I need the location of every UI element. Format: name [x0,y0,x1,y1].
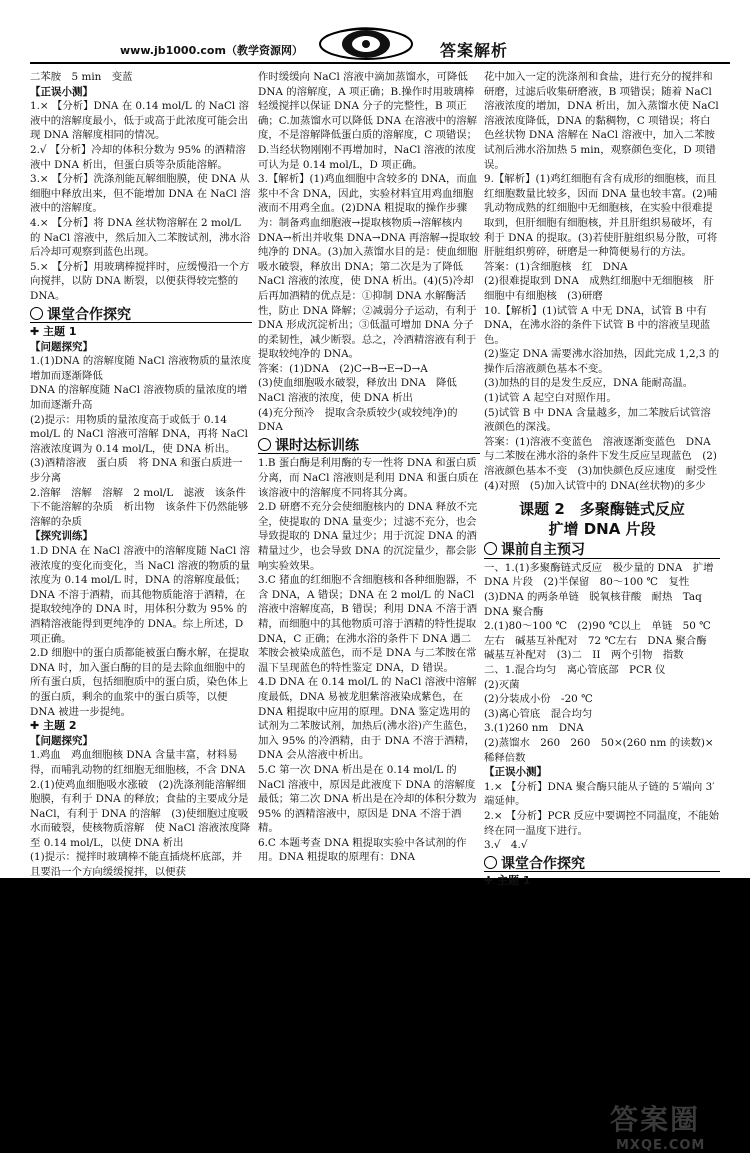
watermark-domain: MXQE.COM [616,1138,706,1153]
lightbulb-icon [258,438,271,451]
answer-item: 1.(1)DNA 的溶解度随 NaCl 溶液物质的量浓度增加而逐渐降低 [30,355,252,382]
answer-item: 一、1.(1)多聚酶链式反应 极少量的 DNA 扩增 DNA 片段 (2)半保留 80～100 ℃ 复性 (3)DNA 的两条单链 脱氧核苷酸 耐热 Taq DNA 聚合酶 [484,561,714,618]
column-1 [30,70,252,880]
lightbulb-icon [484,856,497,869]
answer-item: 5.C 第一次 DNA 析出是在 0.14 mol/L 的 NaCl 溶液中，原因是此液度下 DNA 的溶解度最低；第二次 DNA 析出是在冷却的体积分数为 95% 的酒精溶液中，原因是 DNA 不溶于酒精。 [258,763,477,835]
column-2 [258,70,480,865]
section-label-training: 【探究训练】 [30,530,93,543]
answer-line: (3)使血细胞吸水破裂，释放出 DNA 降低 NaCl 溶液的浓度，使 DNA 析出 [258,377,457,405]
answer-line: (3)离心管底 混合均匀 [484,707,593,720]
heading-text: 课堂合作探究 [501,855,585,872]
watermark [610,1098,705,1153]
header-title: 答案解析 [440,41,509,60]
answer-item: 3.C 猪血的红细胞不含细胞核和各种细胞器，不含 DNA，A 错误；DNA 在 2 mol/L 的 NaCl 溶液中溶解度高，B 错误；利用 DNA 不溶于酒精，而细胞中的其他物质可溶于酒精的特性提取 DNA，C 正确；在沸水浴的条件下 DNA 遇二苯胺会被染成蓝色，而不是 DNA 与二苯胺在常温下呈现蓝色的特性鉴定 DNA，D 错误。 [258,574,478,674]
heading-text: 课前自主预习 [501,542,585,559]
answer-item: 4.× 【分析】将 DNA 丝状物溶解在 2 mol/L 的 NaCl 溶液中，然后加入二苯胺试剂，沸水浴后冷却可观察到蓝色出现。 [30,216,251,259]
section-label-inquiry: 【问题探究】 [30,340,93,353]
lightbulb-icon [484,542,497,555]
answer-item: 1.B 蛋白酶是利用酶的专一性将 DNA 和蛋白质分离，而 NaCl 溶液则是利用 DNA 和蛋白质在该溶液中的溶解度不同将其分离。 [258,457,479,499]
answer-item: 10.【解析】(1)试管 A 中无 DNA，试管 B 中有 DNA，在沸水浴的条件下试管 B 中的溶液呈现蓝色。 [484,304,711,346]
answer-line: (2)鉴定 DNA 需要沸水浴加热，因此完成 1,2,3 的操作后溶液颜色基本不变。 [484,348,720,375]
lesson-title [484,499,720,539]
header-rule [30,62,730,64]
answer-item: 1.× 【分析】DNA 在 0.14 mol/L 的 NaCl 溶液中的溶解度最小，低于或高于此浓度可能会出现 DNA 溶解度相同的情况。 [30,100,249,142]
topic-heading: ✚ 主题 1 [30,325,77,339]
section-heading-classroom [484,856,720,873]
answer-item: 1.D DNA 在 NaCl 溶液中的溶解度随 NaCl 溶液浓度的变化而变化，当 NaCl 溶液的物质的量浓度为 0.14 mol/L 时，DNA 的溶解度最低；DNA 不溶于酒精，而其他物质能溶于酒精，在提取较纯净的 DNA 时，用体积分数为 95% 的酒精溶液能得到更纯净的 DNA。综上所述，D 项正确。 [30,545,251,645]
page-header [0,0,750,64]
answer-item: 3.【解析】(1)鸡血细胞中含较多的 DNA，而血浆中不含 DNA，因此，实验材料宜用鸡血细胞液而不用鸡全血。(2)DNA 粗提取的操作步骤为：制备鸡血细胞液→提取核物质→溶解核内 DNA→析出并收集 DNA→DNA 再溶解→提取较纯净的 DNA。(3)加入蒸馏水目的是：使血细胞吸水破裂，释放出 DNA；第二次是为了降低 NaCl 溶液的浓度，使 DNA 析出。(4)(5)冷却后再加酒精的优点是：①抑制 DNA 水解酶活性，防止 DNA 降解；②减弱分子运动，有利于 DNA 形成沉淀析出；③低温可增加 DNA 分子的柔韧性，减少断裂。总之，冷酒精溶液有利于提取较纯净的 DNA。 [258,173,480,361]
answer-item: 5.× 【分析】用玻璃棒搅拌时，应缓慢沿一个方向搅拌，以防 DNA 断裂，以便获得较完整的 DNA。 [30,260,250,302]
answer-item: 花中加入一定的洗涤剂和食盐，进行充分的搅拌和研磨，过滤后收集研磨液，B 项错误；随着 NaCl 溶液浓度的增加，DNA 析出，加入蒸馏水使 NaCl 溶液浓度降低，DNA 的黏稠物，C 项错误；将白色丝状物 DNA 溶解在 NaCl 溶液中，加入二苯胺试剂后沸水浴加热 5 min，观察颜色变化，D 项错误。 [484,71,719,171]
answer-line: 3.√ 4.√ [484,839,528,852]
answer-line: (2)分装成小份 -20 ℃ [484,693,593,706]
answer-line: (2)灭菌 [484,678,520,691]
site-url[interactable]: www.jb1000.com（教学资源网） [120,44,303,57]
topic-heading: ✚ 主题 2 [30,719,77,733]
answer-item: 1.× 【分析】DNA 聚合酶只能从子链的 5′端向 3′端延伸。 [484,780,715,808]
answer-item: 9.【解析】(1)鸡红细胞有含有成形的细胞核，而且红细胞数量比较多，因而 DNA 量也较丰富。(2)哺乳动物成熟的红细胞中无细胞核，在实验中很难提取到，但肝细胞有细胞核，并且肝组织易破坏，有利于 DNA 的提取。(3)若使肝脏组织易分散，可将肝脏组织剪碎，研磨是一种简便易行的方法。 [484,173,718,259]
section-heading-exercise [258,438,480,455]
answer-line: (4)充分预冷 提取含杂质较少(或较纯净)的 DNA [258,406,458,434]
lightbulb-icon [30,307,43,320]
answer-item: DNA 的溶解度随 NaCl 溶液物质的量浓度的增加而逐渐升高 [30,384,248,412]
answer-item: (1)提示：搅拌时玻璃棒不能直插烧杯底部，并且要沿一个方向缓缓搅拌，以便获 [30,851,243,879]
answer-item: 2.D 细胞中的蛋白质都能被蛋白酶水解，在提取 DNA 时，加入蛋白酶的目的是去除血细胞中的所有蛋白质，包括细胞质中的蛋白质，染色体上的蛋白质，剩余的血浆中的蛋白质等，以便 DNA 被进一步提纯。 [30,647,249,718]
answer-line: (3)加热的目的是发生反应，DNA 能耐高温。 [484,377,694,390]
section-label-inquiry: 【问题探究】 [30,734,93,747]
text-line: 二苯胺 5 min 变蓝 [30,71,133,83]
section-heading-classroom [30,307,252,324]
answer-item: (2)提示：用物质的量浓度高于或低于 0.14 mol/L 的 NaCl 溶液可溶解 DNA，再将 NaCl 溶液浓度调为 0.14 mol/L，使 DNA 析出。 [30,413,248,455]
answer-line: 3.(1)260 nm DNA [484,722,584,735]
answer-item: 2.(1)使鸡血细胞吸水涨破 (2)洗涤剂能溶解细胞膜，有利于 DNA 的释放；食盐的主要成分是 NaCl，有利于 DNA 的溶解 (3)使细胞过度吸水而破裂，使核物质溶解 使 NaCl 溶液浓度降至 0.14 mol/L，以使 DNA 析出 [30,778,251,849]
answer-line: 答案：(1)DNA (2)C→B→E→D→A [258,362,428,375]
lesson-title-line-1: 课题 2 多聚酶链式反应 [519,500,685,519]
answer-item: 2.(1)80～100 ℃ (2)90 ℃以上 单链 50 ℃左右 碱基互补配对 72 ℃左右 DNA 聚合酶 碱基互补配对 (3)二 II 两个引物 指数 [484,620,718,662]
answer-item: 1.鸡血 鸡血细胞核 DNA 含量丰富，材料易得，而哺乳动物的红细胞无细胞核，不含 DNA [30,749,246,776]
answer-line: 答案：(1)含细胞核 红 DNA [484,260,628,273]
answer-item: 2.溶解 溶解 溶解 2 mol/L 滤液 该条件下不能溶解的杂质 析出物 该条件下仍然能够溶解的杂质 [30,486,249,528]
answer-line: (2)很难提取到 DNA 成熟红细胞中无细胞核 肝细胞中有细胞核 (3)研磨 [484,275,714,302]
answer-item: (3)酒精溶液 蛋白质 将 DNA 和蛋白质进一步分离 [30,457,243,485]
answer-line: (1)试管 A 起空白对照作用。 [484,392,617,405]
lesson-title-line-2: 扩增 DNA 片段 [548,520,656,539]
answer-item: 3.× 【分析】洗涤剂能瓦解细胞膜，使 DNA 从细胞中释放出来，但不能增加 DNA 在 NaCl 溶液中的溶解度。 [30,173,251,215]
column-3 [484,70,728,889]
answer-item: 4.D DNA 在 0.14 mol/L 的 NaCl 溶液中溶解度最低，DNA 易被龙胆紫溶液染成紫色，在 DNA 粗提取中应用的原理。DNA 鉴定选用的试剂为二苯胺试剂，加热后(沸水浴)产生蓝色，加入 95% 的冷酒精，由于 DNA 不溶于酒精，DNA 会从溶液中析出。 [258,676,477,762]
answer-item: 2.D 研磨不充分会使细胞核内的 DNA 释放不完全，使提取的 DNA 量变少；过滤不充分，也会导致提取的 DNA 量过少；用于沉淀 DNA 的酒精量过少，也会导致 DNA 的沉淀量少，都会影响实验效果。 [258,501,478,572]
answer-item: 2.× 【分析】PCR 反应中要调控不同温度，不能始终在同一温度下进行。 [484,809,720,837]
answer-item: 作时缓缓向 NaCl 溶液中滴加蒸馏水，可降低 DNA 的溶解度，A 项正确；B.操作时用玻璃棒轻缓搅拌以保证 DNA 分子的完整性，B 项正确；C.加蒸馏水可以降低 DNA 在溶液中的溶解度，不是溶解降低蛋白质的溶解度，C 项错误；D.当经状物刚刚不再增加时，NaCl 溶液的浓度可认为是 0.14 mol/L，D 项正确。 [258,71,478,171]
answer-item: 2.√ 【分析】冷却的体积分数为 95% 的酒精溶液中 DNA 析出，但蛋白质等杂质能溶解。 [30,143,246,171]
section-label-quiz: 【正误小测】 [30,85,93,98]
section-heading-preview [484,542,720,559]
heading-text: 课堂合作探究 [47,306,131,323]
section-label-quiz: 【正误小测】 [484,766,547,779]
publisher-logo-icon [318,22,414,62]
answer-line: (2)蒸馏水 260 260 50×(260 nm 的读数)×稀释倍数 [484,736,714,764]
topic-heading: ✚ 主题 1 [484,874,531,888]
watermark-logo-text: 答案圈 [610,1103,701,1136]
answer-line: 答案：(1)溶液不变蓝色 溶液逐渐变蓝色 DNA 与二苯胺在沸水浴的条件下发生反应呈现蓝色 (2)溶液颜色基本不变 (3)加快颜色反应速度 耐受性 (4)对照 (5)加入试管中的 DNA(丝状物)的多少 [484,435,728,492]
answer-line: (5)试管 B 中 DNA 含量越多，加二苯胺后试管溶液颜色的深浅。 [484,406,711,434]
answer-item: 6.C 本题考查 DNA 粗提取实验中各试剂的作用。DNA 粗提取的原理有：DNA [258,836,467,864]
answer-item: 二、1.混合均匀 离心管底部 PCR 仪 [484,663,666,676]
heading-text: 课时达标训练 [275,437,359,454]
